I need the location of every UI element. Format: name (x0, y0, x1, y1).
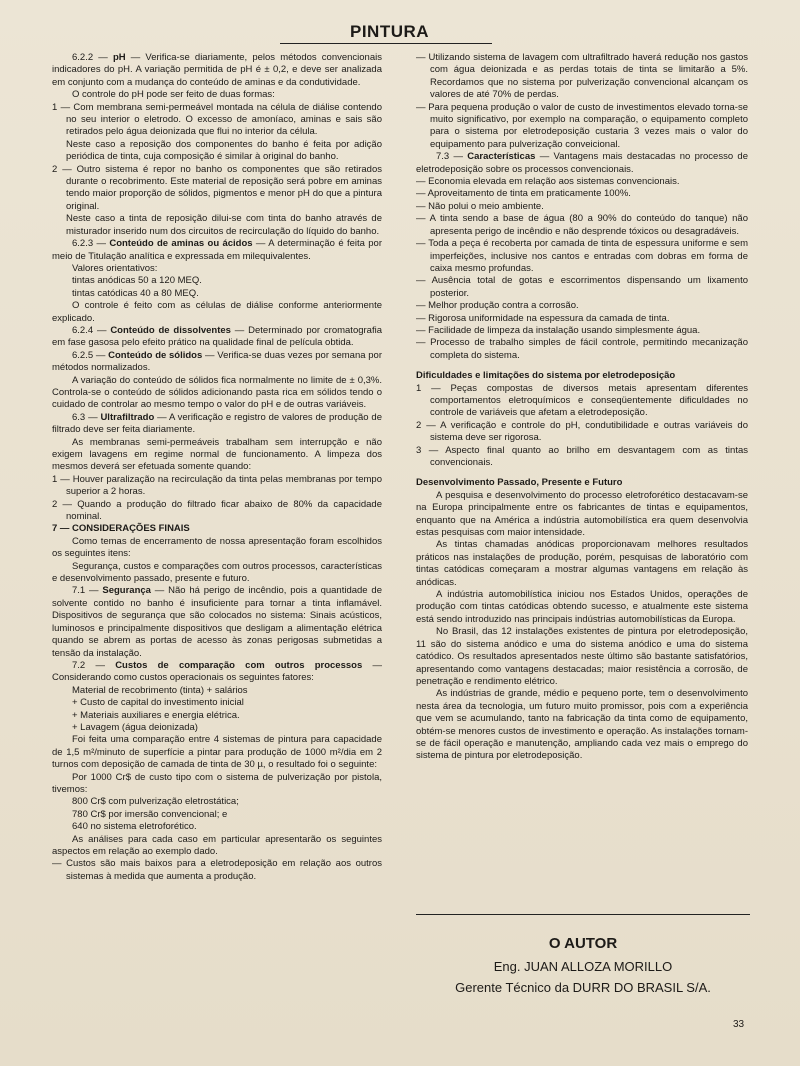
paragraph: — Não polui o meio ambiente. (416, 200, 544, 212)
paragraph: + Lavagem (água deionizada) (72, 721, 198, 733)
paragraph: — Toda a peça é recoberta por camada de tinta de espessura uniforme e sem imperfeições, inclusive nos cantos e entradas com dobras em forma de caixa mesmo profundas. (416, 238, 748, 274)
paragraph: — Ausência total de gotas e escorrimentos dispensando um lixamento posterior. (416, 275, 748, 299)
paragraph: Valores orientativos: (72, 262, 158, 274)
paragraph: As tintas chamadas anódicas proporcionavam melhores resultados práticos nas instalações de produção, porém, pesquisas de laboratório com tintas catódicas começaram a mostrar algumas vantagens em relação às anódicas. (416, 539, 748, 588)
paragraph: 1 — Houver paralização na recirculação da tinta pelas membranas por tempo superior a 2 horas. (52, 473, 382, 498)
right-text-column (416, 52, 748, 763)
paragraph: O controle do pH pode ser feito de duas formas: (72, 89, 275, 101)
paragraph: — Economia elevada em relação aos sistemas convencionais. (416, 176, 680, 188)
paragraph: As indústrias de grande, médio e pequeno porte, tem o desenvolvimento nesta área da tecnologia, um futuro muito promissor, pois com a experiência que vem se acumulando, tanto na fabricação da tinta como de equipamento, obtém-se menores custos de investimento e operação. As instalações tornam-se de fácil operação e manutenção, ampliando cada vez mais o emprego do sistema de pintura por eletrodeposição. (416, 688, 748, 762)
page-header: PINTURA (350, 22, 430, 41)
paragraph: — Aproveitamento de tinta em praticamente 100%. (416, 188, 631, 200)
paragraph: 780 Cr$ por imersão convencional; e (72, 808, 228, 820)
paragraph: Por 1000 Cr$ de custo tipo com o sistema de pulverização por pistola, tivemos: (52, 771, 382, 795)
paragraph: Como temas de encerramento de nossa apresentação foram escolhidos os seguintes itens: (52, 535, 382, 560)
author-heading: O AUTOR (548, 935, 618, 952)
paragraph: Material de recobrimento (tinta) + salários (72, 684, 248, 696)
paragraph: A indústria automobilística iniciou nos Estados Unidos, operações de produção com tintas catódicas obtendo sucesso, e atualmente este sistema está sendo introduzido nas principais indústrias automobilísticas da Europa. (416, 589, 748, 625)
paragraph: — Para pequena produção o valor de custo de investimentos elevado torna-se muito significativo, por exemplo na comparação, o equipamento completo para o sistema por eletrodeposição custaria 3 vezes mais o valor do equipamento para pulverização conveicional. (416, 101, 748, 150)
paragraph: — Melhor produção contra a corrosão. (416, 300, 579, 312)
paragraph: Foi feita uma comparação entre 4 sistemas de pintura para capacidade de 1,5 m²/minuto de superfície a pintar para produção de 1000 m²/dia em 2 turnos com deposição de camada de tinta de 30 µ, o resultado foi o seguinte: (52, 734, 382, 771)
paragraph: 6.2.5 — Conteúdo de sólidos — Verifica-se duas vezes por semana por métodos normalizados. (52, 349, 382, 374)
author-name: Eng. JUAN ALLOZA MORILLO (493, 959, 673, 974)
paragraph: Neste caso a tinta de reposição dilui-se com tinta do banho através de misturador inserido num dos circuitos de recirculação do líquido do banho. (66, 213, 382, 237)
paragraph: 1 — Peças compostas de diversos metais apresentam diferentes comportamentos eletroquímicos e conseqüentemente dificuldades no controle de variáveis que afetam a eletrodeposição. (416, 382, 748, 419)
paragraph: 7.2 — Custos de comparação com outros processos — Considerando como custos operacionais os seguintes fatores: (52, 659, 382, 684)
paragraph: tintas anódicas 50 a 120 MEQ. (72, 275, 202, 287)
paragraph: tintas catódicas 40 a 80 MEQ. (72, 287, 199, 299)
left-text-column (52, 52, 382, 883)
paragraph: As análises para cada caso em particular apresentarão os seguintes aspectos em relação ao exemplo dado. (52, 833, 382, 857)
paragraph: 6.3 — Ultrafiltrado — A verificação e registro de valores de produção de filtrado deve ser feita diariamente. (52, 411, 382, 436)
author-role: Gerente Técnico da DURR DO BRASIL S/A. (455, 980, 711, 995)
paragraph-spacer (416, 362, 748, 370)
paragraph: — Facilidade de limpeza da instalação usando simplesmente água. (416, 324, 701, 336)
paragraph: 3 — Aspecto final quanto ao brilho em desvantagem com as tintas convencionais. (416, 444, 748, 468)
paragraph: 2 — Outro sistema é repor no banho os componentes que são retirados durante o recobrimento. Este material de reposição será pobre em aminas tendo maior proporção de sólidos, pigmentos e menor pH do que a pintura original. (52, 163, 382, 212)
paragraph: Desenvolvimento Passado, Presente e Futuro (416, 477, 623, 489)
paragraph: Segurança, custos e comparações com outros processos, características e desenvolvimento passado, presente e futuro. (52, 560, 382, 585)
paragraph: 2 — Quando a produção do filtrado ficar abaixo de 80% da capacidade nominal. (52, 498, 382, 523)
paragraph: A pesquisa e desenvolvimento do processo eletroforético destacavam-se na Europa principalmente entre os fabricantes de tintas e equipamentos, enquanto que na América a indústria automobilística era quem desenvolvia estas pesquisas com maior intensidade. (416, 489, 748, 539)
page-number: 33 (733, 1019, 745, 1030)
paragraph: — Custos são mais baixos para a eletrodeposição em relação aos outros sistemas à medida que aumenta a produção. (52, 858, 382, 882)
paragraph: As membranas semi-permeáveis trabalham sem interrupção e não exigem lavagens em regime normal de funcionamento. A limpeza dos mesmos deverá ser efetuada somente quando: (52, 436, 382, 473)
author-rule (416, 914, 750, 915)
paragraph: O controle é feito com as células de diálise conforme anteriormente explicado. (52, 300, 382, 324)
paragraph: No Brasil, das 12 instalações existentes de pintura por eletrodeposição, 11 são do sistema anódico e uma do sistema anódico e uma do sistema catódico. Os resultados apresentados neste último são bastante satisfatórios, apresentando como vantagens destacadas; maior resistência a corrosão, de penetração e rendimento elétrico. (416, 626, 748, 687)
paragraph: + Custo de capital do investimento inicial (72, 697, 244, 709)
paragraph: — Processo de trabalho simples de fácil controle, permitindo mecanização completa do sistema. (416, 337, 748, 361)
paragraph: 640 no sistema eletroforético. (72, 821, 197, 833)
paragraph: — Utilizando sistema de lavagem com ultrafiltrado haverá redução nos gastos com água deionizada e as perdas totais de tinta se limitarão a 5%. Recordamos que no sistema por pulverização convencional alcançam os valores de até 70% de perdas. (416, 52, 748, 101)
paragraph: 7.1 — Segurança — Não há perigo de incêndio, pois a quantidade de solvente contido no banho é insuficiente para tornar a tinta inflamável. Dispositivos de segurança que são colocados no sistema: Sinais acústicos, luminosos e principalmente dispositivos que desligam a alimentação elétrica quando se abrem as portas de acesso às zonas perigosas submetidas a tensão da instalação. (52, 585, 382, 659)
paragraph: 6.2.3 — Conteúdo de aminas ou ácidos — A determinação é feita por meio de Titulação analítica e expressada em milequivalentes. (52, 238, 382, 262)
paragraph: — A tinta sendo a base de água (80 a 90% do conteúdo do tanque) não apresenta perigo de incêndio e não desprende tóxicos ou desagradáveis. (416, 213, 748, 237)
paragraph: Neste caso a reposição dos componentes do banho é feita por adição periódica de tinta, cuja composição é similar à original do banho. (66, 138, 382, 163)
paragraph: 800 Cr$ com pulverização eletrostática; (72, 796, 239, 808)
paragraph: 7.3 — Características — Vantagens mais destacadas no processo de eletrodeposição sobre os processos convencionais. (416, 151, 748, 175)
paragraph: 2 — A verificação e controle do pH, condutibilidade e outras variáveis do sistema deve ser rigorosa. (416, 419, 748, 444)
paragraph: Dificuldades e limitações do sistema por eletrodeposição (416, 370, 676, 382)
paragraph-spacer (416, 469, 748, 477)
paragraph: A variação do conteúdo de sólidos fica normalmente no limite de ± 0,3%. Controla-se o conteúdo de sólidos adicionando pasta rica em sólidos tendo o cuidado de controlar ao mesmo tempo o valor do pH e de outras variáveis. (52, 374, 382, 411)
paragraph: 1 — Com membrana semi-permeável montada na célula de diálise contendo no seu interior o eletrodo. O excesso de amoníaco, aminas e sais são retirados pelo água deionizada que flui no interior da célula. (52, 101, 382, 138)
paragraph: + Materiais auxiliares e energia elétrica. (72, 709, 240, 721)
paragraph: 6.2.2 — pH — Verifica-se diariamente, pelos métodos convencionais indicadores do pH. A variação permitida de pH é ± 0,2, e deve ser analizada em conjunto com a mudança do conteúdo de aminas e da condutividade. (52, 52, 382, 88)
paragraph: 6.2.4 — Conteúdo de dissolventes — Determinado por cromatografia em fase gasosa pelo efeito prático na qualidade final de película obtida. (52, 324, 382, 349)
header-rule (280, 43, 492, 44)
paragraph: — Rigorosa uniformidade na espessura da camada de tinta. (416, 312, 670, 324)
paragraph: 7 — CONSIDERAÇÕES FINAIS (52, 523, 190, 535)
